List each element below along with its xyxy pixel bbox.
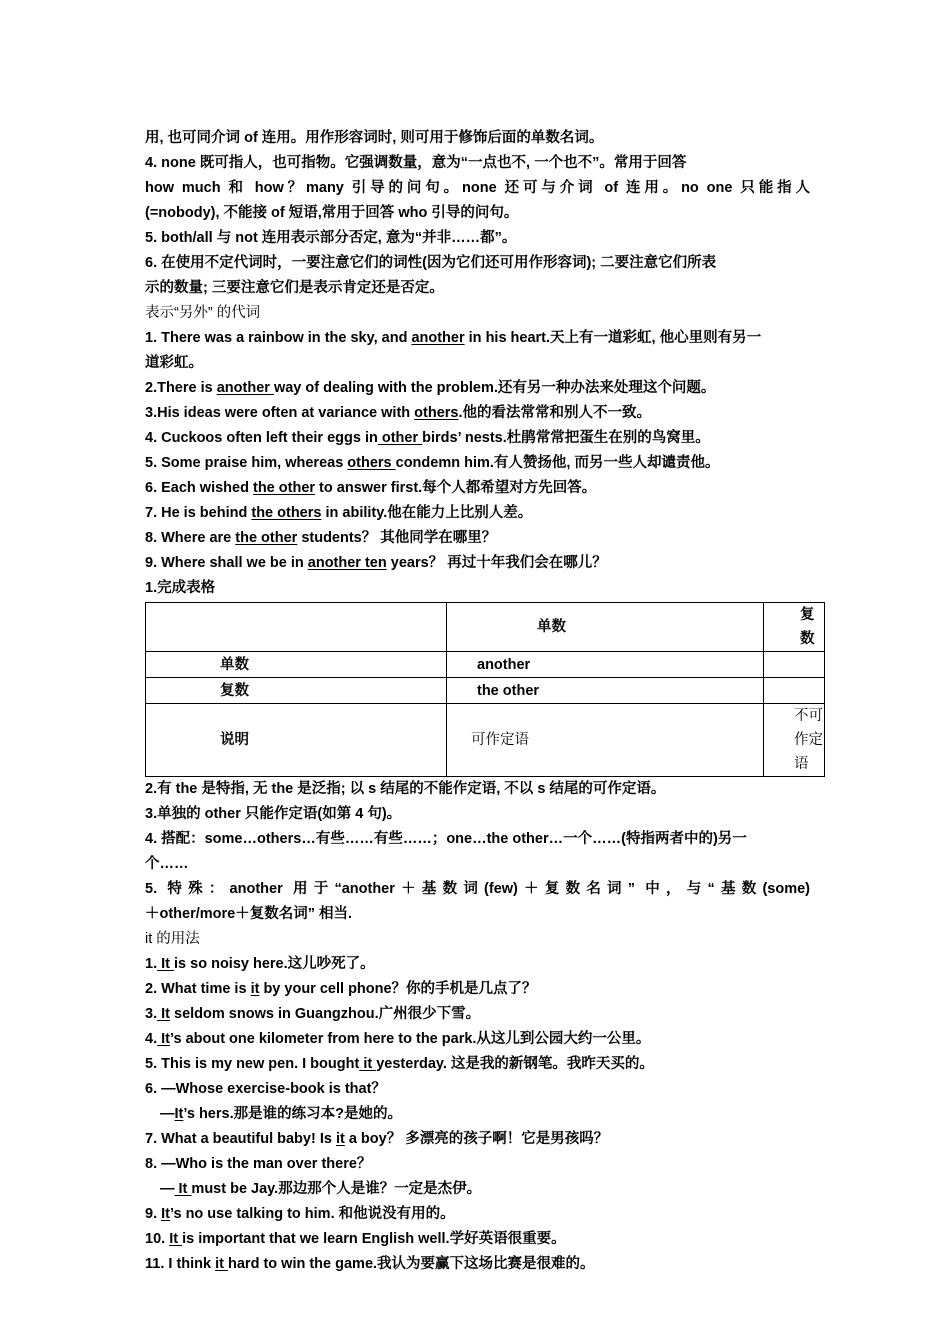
example-sentence: 3. It seldom snows in Guangzhou.广州很少下雪。 bbox=[145, 1006, 481, 1022]
section-heading: 表示“另外” 的代词 bbox=[145, 305, 261, 321]
table-cell bbox=[146, 603, 447, 652]
example-sentence: 8. —Who is the man over there？ bbox=[145, 1156, 372, 1172]
note-line: 2.有 the 是特指, 无 the 是泛指; 以 s 结尾的不能作定语, 不以 s 结尾的可作定语。 bbox=[145, 781, 666, 797]
table-cell bbox=[764, 652, 825, 678]
table-cell: another bbox=[447, 652, 764, 678]
example-sentence: 5. This is my new pen. I bought it yesterday. 这是我的新钢笔。我昨天买的。 bbox=[145, 1056, 654, 1072]
table-row bbox=[146, 652, 825, 678]
table-cell: 不可作定语 bbox=[764, 704, 825, 777]
example-sentence: 3.His ideas were often at variance with others.他的看法常常和别人不一致。 bbox=[145, 405, 652, 421]
example-sentence: 7. What a beautiful baby! Is it a boy？ 多漂亮的孩子啊！它是男孩吗？ bbox=[145, 1131, 609, 1147]
table-cell: 说明 bbox=[146, 704, 447, 777]
table-cell: 复数 bbox=[146, 678, 447, 704]
text-line: how much 和 how？many 引导的问句。none 还可与介词 of 连用。no one 只能指人 bbox=[145, 180, 810, 196]
table-row bbox=[146, 704, 825, 777]
note-line: 5. 特殊：another 用于“another＋基数词(few)＋复数名词” 中，与“基数(some) bbox=[145, 881, 810, 897]
example-sentence: 1. It is so noisy here.这儿吵死了。 bbox=[145, 956, 375, 972]
text-line: 示的数量; 三要注意它们是表示肯定还是否定。 bbox=[145, 280, 444, 296]
note-line: 3.单独的 other 只能作定语(如第 4 句)。 bbox=[145, 806, 402, 822]
example-sentence: 9. It’s no use talking to him. 和他说没有用的。 bbox=[145, 1206, 455, 1222]
table-row bbox=[146, 678, 825, 704]
text-line: 5. both/all 与 not 连用表示部分否定, 意为“并非……都”。 bbox=[145, 230, 517, 246]
example-sentence: 9. Where shall we be in another ten years？ 再过十年我们会在哪儿？ bbox=[145, 555, 607, 571]
table-caption: 1.完成表格 bbox=[145, 580, 216, 596]
table-cell: 复数 bbox=[764, 603, 825, 652]
text-line: 4. none 既可指人，也可指物。它强调数量，意为“一点也不, 一个也不”。常用于回答 bbox=[145, 155, 687, 171]
section-heading: it 的用法 bbox=[145, 931, 200, 947]
example-sentence: 2.There is another way of dealing with the problem.还有另一种办法来处理这个问题。 bbox=[145, 380, 716, 396]
table-cell: 单数 bbox=[447, 603, 764, 652]
example-sentence: 4. Cuckoos often left their eggs in other birds’ nests.杜鹃常常把蛋生在别的鸟窝里。 bbox=[145, 430, 710, 446]
example-sentence: 6. Each wished the other to answer first.每个人都希望对方先回答。 bbox=[145, 480, 597, 496]
table-cell: the other bbox=[447, 678, 764, 704]
example-sentence: 1. There was a rainbow in the sky, and another in his heart.天上有一道彩虹, 他心里则有另一 bbox=[145, 330, 762, 346]
example-sentence-reply: — It must be Jay.那边那个人是谁？一定是杰伊。 bbox=[160, 1181, 482, 1197]
note-line: ＋other/more＋复数名词” 相当. bbox=[145, 906, 353, 922]
table-cell bbox=[764, 678, 825, 704]
example-sentence-reply: —It’s hers.那是谁的练习本?是她的。 bbox=[160, 1106, 402, 1122]
document-page bbox=[145, 126, 823, 1277]
example-sentence: 8. Where are the other students？ 其他同学在哪里？ bbox=[145, 530, 497, 546]
table-cell: 单数 bbox=[146, 652, 447, 678]
text-line: 用, 也可同介词 of 连用。用作形容词时, 则可用于修饰后面的单数名词。 bbox=[145, 130, 604, 146]
text-line: 6. 在使用不定代词时，一要注意它们的词性(因为它们还可用作形容词); 二要注意它们所表 bbox=[145, 255, 717, 271]
table-cell: 可作定语 bbox=[447, 704, 764, 777]
example-sentence: 6. —Whose exercise-book is that？ bbox=[145, 1081, 386, 1097]
summary-table bbox=[145, 602, 825, 777]
note-line: 4. 搭配：some…others…有些……有些……；one…the other…一个……(特指两者中的)另一 bbox=[145, 831, 747, 847]
note-line: 个…… bbox=[145, 856, 189, 872]
text-line: (=nobody), 不能接 of 短语,常用于回答 who 引导的问句。 bbox=[145, 205, 519, 221]
table-header-row bbox=[146, 603, 825, 652]
example-sentence: 2. What time is it by your cell phone？你的手机是几点了？ bbox=[145, 981, 537, 997]
example-sentence: 5. Some praise him, whereas others condemn him.有人赞扬他, 而另一些人却谴责他。 bbox=[145, 455, 720, 471]
example-sentence: 4. It’s about one kilometer from here to the park.从这儿到公园大约一公里。 bbox=[145, 1031, 651, 1047]
example-sentence: 10. It is important that we learn English well.学好英语很重要。 bbox=[145, 1231, 566, 1247]
example-sentence: 7. He is behind the others in ability.他在能力上比别人差。 bbox=[145, 505, 533, 521]
example-sentence: 11. I think it hard to win the game.我认为要赢下这场比赛是很难的。 bbox=[145, 1256, 595, 1272]
example-sentence-continuation: 道彩虹。 bbox=[145, 355, 203, 371]
